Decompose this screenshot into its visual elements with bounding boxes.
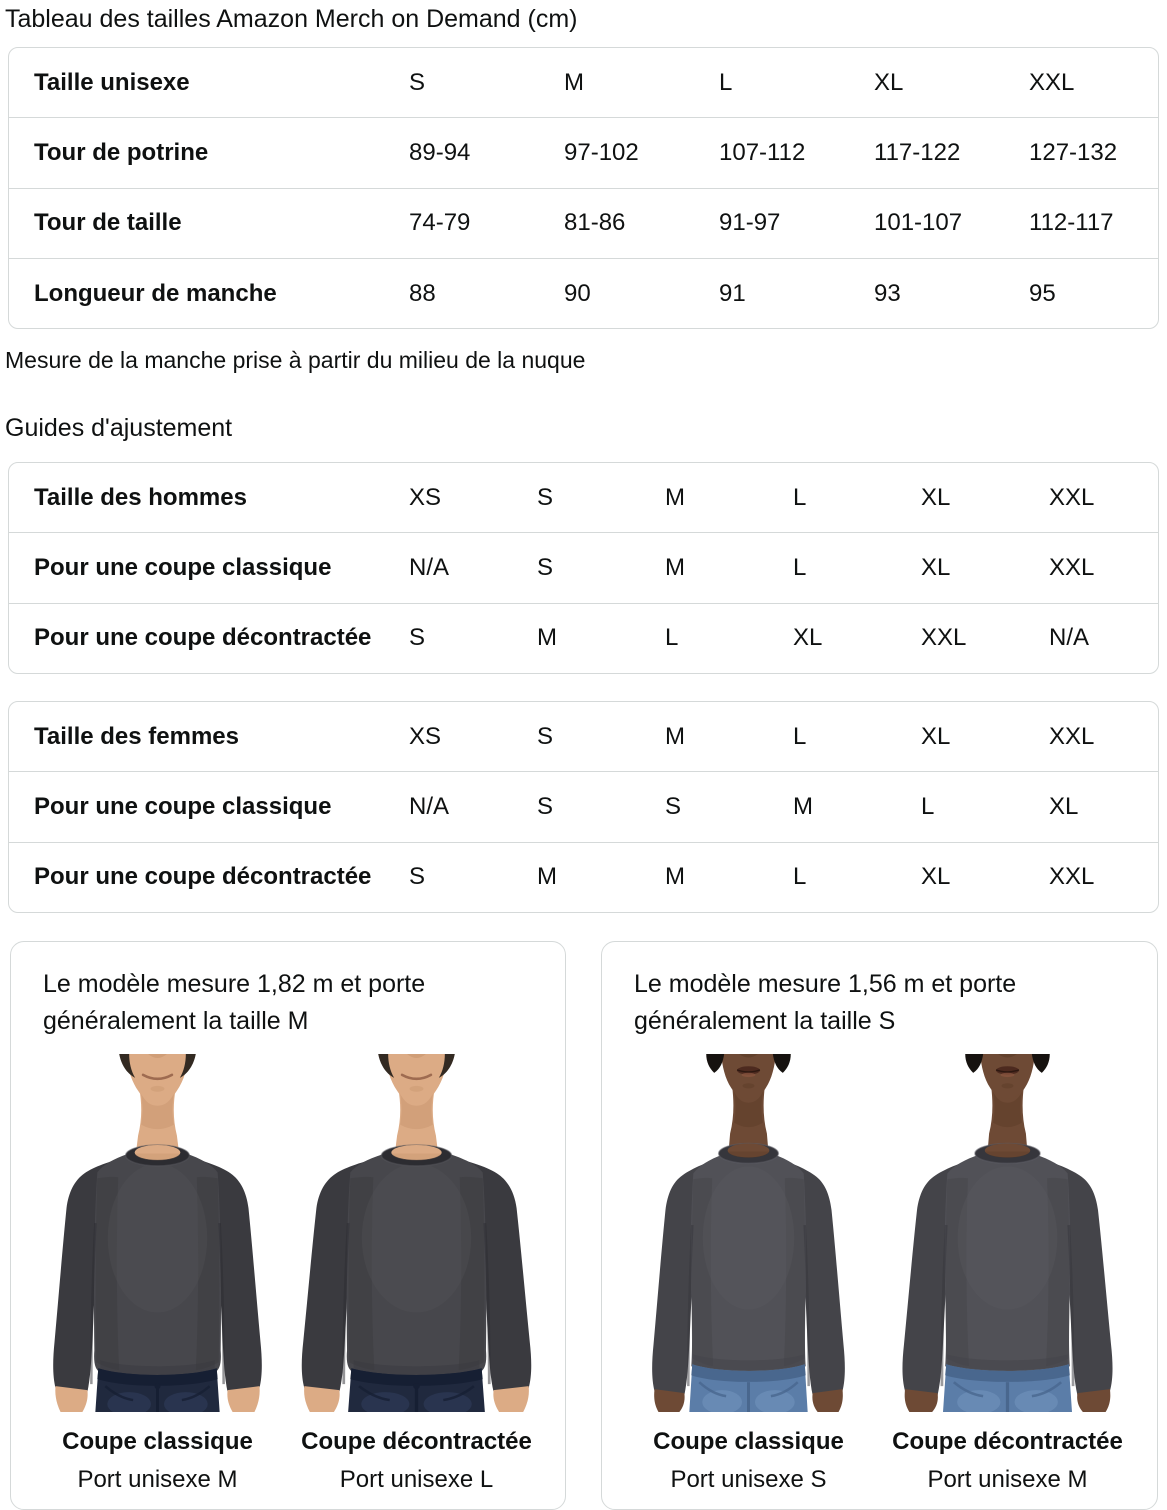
row-label: Tour de taille — [34, 209, 182, 237]
size-cell: 93 — [874, 279, 901, 307]
size-cell: L — [719, 68, 733, 96]
row-label: Taille des hommes — [34, 483, 247, 511]
fit-label: Coupe classique — [62, 1427, 253, 1455]
size-label: Port unisexe M — [927, 1465, 1088, 1493]
size-cell: M — [537, 863, 557, 891]
size-cell: L — [793, 554, 807, 582]
size-cell: L — [921, 793, 935, 821]
size-cell: 88 — [409, 279, 436, 307]
model-photo — [31, 1054, 284, 1494]
size-cell: XL — [874, 68, 904, 96]
size-cell: M — [665, 722, 685, 750]
size-cell: 90 — [564, 279, 591, 307]
row-label: Pour une coupe classique — [34, 554, 332, 582]
unisex-size-table — [8, 47, 1159, 329]
row-label: Taille unisexe — [34, 68, 190, 96]
fit-guides-heading: Guides d'ajustement — [5, 414, 233, 443]
size-cell: M — [537, 624, 557, 652]
size-cell: S — [537, 483, 554, 511]
size-cell: XL — [921, 863, 951, 891]
size-label: Port unisexe S — [670, 1465, 827, 1493]
size-cell: N/A — [1049, 624, 1090, 652]
size-cell: M — [793, 793, 813, 821]
size-cell: XL — [793, 624, 823, 652]
size-cell: XXL — [1049, 554, 1095, 582]
size-cell: L — [793, 722, 807, 750]
size-cell: 117-122 — [874, 138, 961, 166]
size-cell: XXL — [921, 624, 967, 652]
female-photos — [622, 1054, 1137, 1494]
size-cell: XXL — [1049, 863, 1095, 891]
model-photo — [622, 1054, 875, 1494]
male-relaxed-fit-photo — [290, 1054, 543, 1412]
table-row — [9, 771, 1158, 841]
size-cell: L — [665, 624, 679, 652]
size-cell: M — [665, 863, 685, 891]
size-cell: M — [665, 483, 685, 511]
size-cell: M — [665, 554, 685, 582]
model-photo — [290, 1054, 543, 1494]
table-row — [9, 188, 1158, 258]
size-cell: XS — [409, 722, 442, 750]
size-cell: 127-132 — [1029, 138, 1118, 166]
female-classic-fit-photo — [622, 1054, 875, 1412]
row-label: Pour une coupe décontractée — [34, 863, 372, 891]
page-title: Tableau des tailles Amazon Merch on Demand (cm) — [5, 5, 578, 33]
men-fit-table — [8, 462, 1159, 674]
size-cell: S — [537, 793, 554, 821]
size-cell: N/A — [409, 554, 450, 582]
row-label: Pour une coupe classique — [34, 793, 332, 821]
women-fit-table — [8, 701, 1159, 913]
fit-label: Coupe décontractée — [301, 1427, 532, 1455]
table-row — [9, 117, 1158, 187]
size-cell: XXL — [1049, 483, 1095, 511]
female-card-heading: Le modèle mesure 1,56 m et porte généralement la taille S — [634, 969, 1017, 1035]
size-cell: S — [409, 68, 426, 96]
row-label: Tour de potrine — [34, 138, 209, 166]
table-row — [9, 463, 1158, 532]
table-row — [9, 603, 1158, 673]
fit-label: Coupe décontractée — [892, 1427, 1123, 1455]
male-card-heading: Le modèle mesure 1,82 m et porte généralement la taille M — [43, 969, 426, 1035]
model-photo — [881, 1054, 1134, 1494]
size-cell: 89-94 — [409, 138, 471, 166]
size-cell: XL — [921, 483, 951, 511]
size-cell: 95 — [1029, 279, 1056, 307]
male-model-card — [10, 941, 566, 1510]
size-cell: 101-107 — [874, 209, 963, 237]
size-cell: XS — [409, 483, 442, 511]
table-row — [9, 258, 1158, 328]
male-photos — [31, 1054, 545, 1494]
sleeve-measure-note: Mesure de la manche prise à partir du milieu de la nuque — [5, 347, 586, 374]
row-label: Taille des femmes — [34, 722, 239, 750]
row-label: Pour une coupe décontractée — [34, 624, 372, 652]
table-row — [9, 702, 1158, 771]
size-cell: L — [793, 483, 807, 511]
model-cards — [10, 941, 1157, 1510]
size-cell: 91-97 — [719, 209, 781, 237]
size-cell: 74-79 — [409, 209, 471, 237]
size-cell: S — [537, 722, 554, 750]
size-cell: M — [564, 68, 584, 96]
size-cell: L — [793, 863, 807, 891]
size-chart-page — [0, 4, 1167, 1510]
size-label: Port unisexe L — [339, 1465, 494, 1493]
size-cell: 107-112 — [719, 138, 806, 166]
size-cell: S — [409, 624, 426, 652]
table-row — [9, 532, 1158, 602]
row-label: Longueur de manche — [34, 279, 277, 307]
size-cell: XXL — [1049, 722, 1095, 750]
size-cell: 97-102 — [564, 138, 639, 166]
table-row — [9, 842, 1158, 912]
size-cell: S — [665, 793, 682, 821]
size-cell: XL — [921, 722, 951, 750]
size-cell: S — [409, 863, 426, 891]
male-classic-fit-photo — [31, 1054, 284, 1412]
size-cell: S — [537, 554, 554, 582]
size-label: Port unisexe M — [77, 1465, 238, 1493]
female-model-card — [601, 941, 1158, 1510]
size-cell: 112-117 — [1029, 209, 1114, 237]
female-relaxed-fit-photo — [881, 1054, 1134, 1412]
size-cell: XXL — [1029, 68, 1075, 96]
size-cell: XL — [1049, 793, 1079, 821]
table-row — [9, 48, 1158, 117]
fit-label: Coupe classique — [653, 1427, 844, 1455]
size-cell: 91 — [719, 279, 746, 307]
size-cell: 81-86 — [564, 209, 626, 237]
size-cell: XL — [921, 554, 951, 582]
size-cell: N/A — [409, 793, 450, 821]
